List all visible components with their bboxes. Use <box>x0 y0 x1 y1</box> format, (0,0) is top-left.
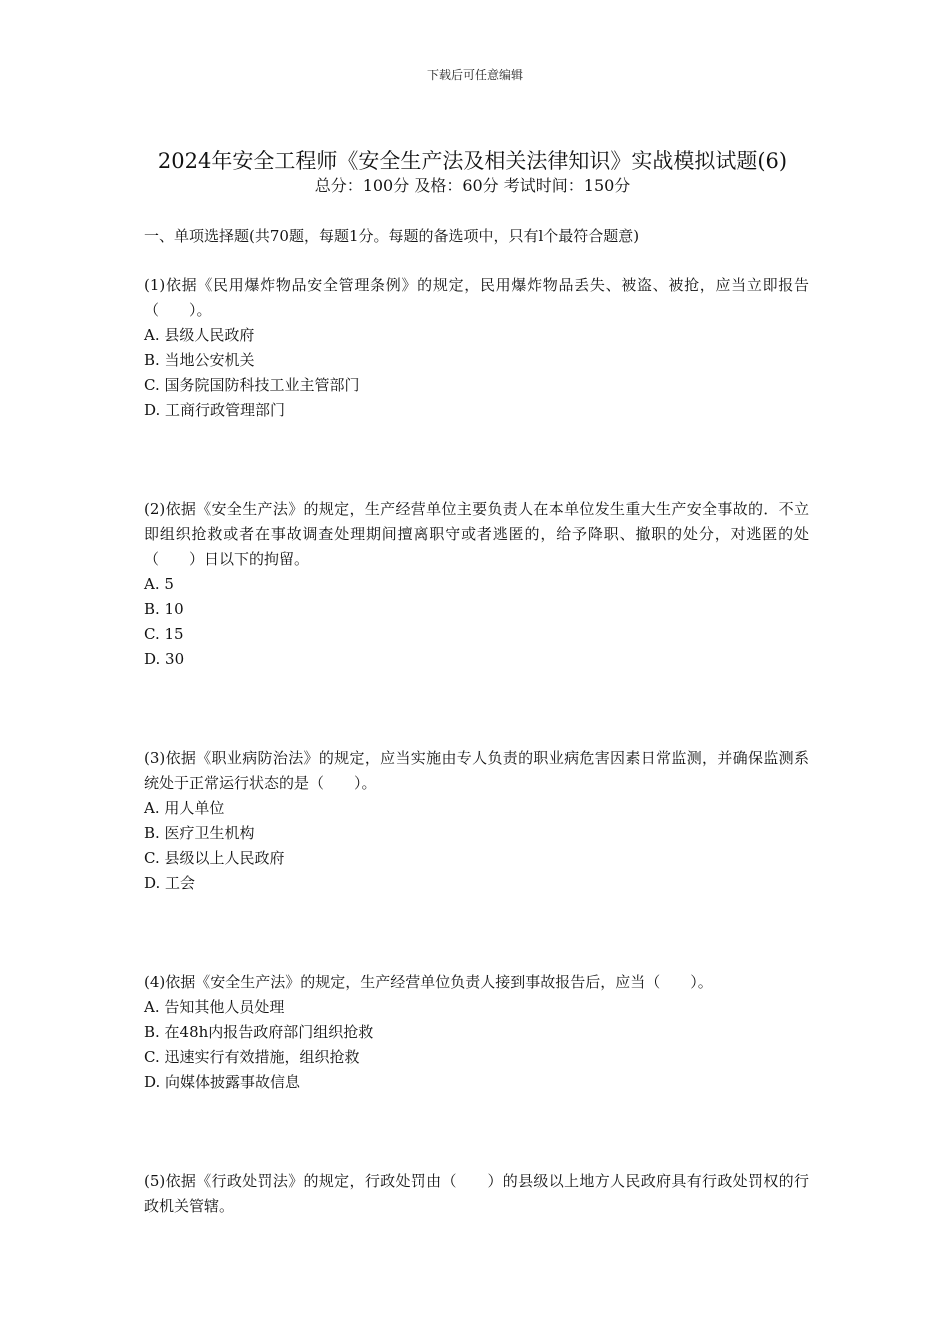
exam-subtitle: 总分：100分 及格：60分 考试时间：150分 <box>314 176 631 195</box>
question-3-stem: (3)依据《职业病防治法》的规定，应当实施由专人负责的职业病危害因素日常监测，并确保监测系统处于正常运行状态的是（ ）。 <box>144 749 809 792</box>
question-5-stem: (5)依据《行政处罚法》的规定，行政处罚由（ ）的县级以上地方人民政府具有行政处罚权的行政机关管辖。 <box>144 1172 809 1215</box>
question-1-option-c: C. 国务院国防科技工业主管部门 <box>144 376 360 394</box>
question-3 <box>144 746 809 896</box>
question-1-option-a: A. 县级人民政府 <box>144 326 255 344</box>
question-4-option-b: B. 在48h内报告政府部门组织抢救 <box>144 1023 374 1041</box>
exam-title: 2024年安全工程师《安全生产法及相关法律知识》实战模拟试题(6) <box>157 149 788 173</box>
question-2-stem: (2)依据《安全生产法》的规定，生产经营单位主要负责人在本单位发生重大生产安全事故的．不立即组织抢救或者在事故调查处理期间擅离职守或者逃匿的，给予降职、撤职的处分，对逃匿的处（ ）日以下的拘留。 <box>144 500 809 568</box>
question-1-option-b: B. 当地公安机关 <box>144 351 255 369</box>
question-2-options <box>144 572 809 672</box>
question-3-option-b: B. 医疗卫生机构 <box>144 824 255 842</box>
question-1-stem: (1)依据《民用爆炸物品安全管理条例》的规定，民用爆炸物品丢失、被盗、被抢，应当立即报告（ ）。 <box>144 276 809 319</box>
question-4-option-d: D. 向媒体披露事故信息 <box>144 1073 301 1091</box>
question-3-option-c: C. 县级以上人民政府 <box>144 849 285 867</box>
header-note: 下载后可任意编辑 <box>426 68 523 82</box>
question-5 <box>144 1169 809 1219</box>
question-4-option-a: A. 告知其他人员处理 <box>144 998 285 1016</box>
question-3-option-d: D. 工会 <box>144 874 196 892</box>
question-4-option-c: C. 迅速实行有效措施，组织抢救 <box>144 1048 360 1066</box>
question-2-option-b: B. 10 <box>144 600 184 618</box>
question-4-stem: (4)依据《安全生产法》的规定，生产经营单位负责人接到事故报告后，应当（ ）。 <box>144 973 713 991</box>
question-2-option-d: D. 30 <box>144 650 185 668</box>
question-1 <box>144 273 809 423</box>
question-2 <box>144 497 809 672</box>
question-2-option-c: C. 15 <box>144 625 184 643</box>
question-4 <box>144 970 809 1095</box>
question-3-option-a: A. 用人单位 <box>144 799 225 817</box>
question-4-options <box>144 995 809 1095</box>
question-2-option-a: A. 5 <box>144 575 174 593</box>
question-3-options <box>144 796 809 896</box>
section-heading: 一、单项选择题(共70题，每题1分。每题的备选项中，只有l个最符合题意) <box>144 227 640 245</box>
question-1-options <box>144 323 809 423</box>
question-1-option-d: D. 工商行政管理部门 <box>144 401 286 419</box>
